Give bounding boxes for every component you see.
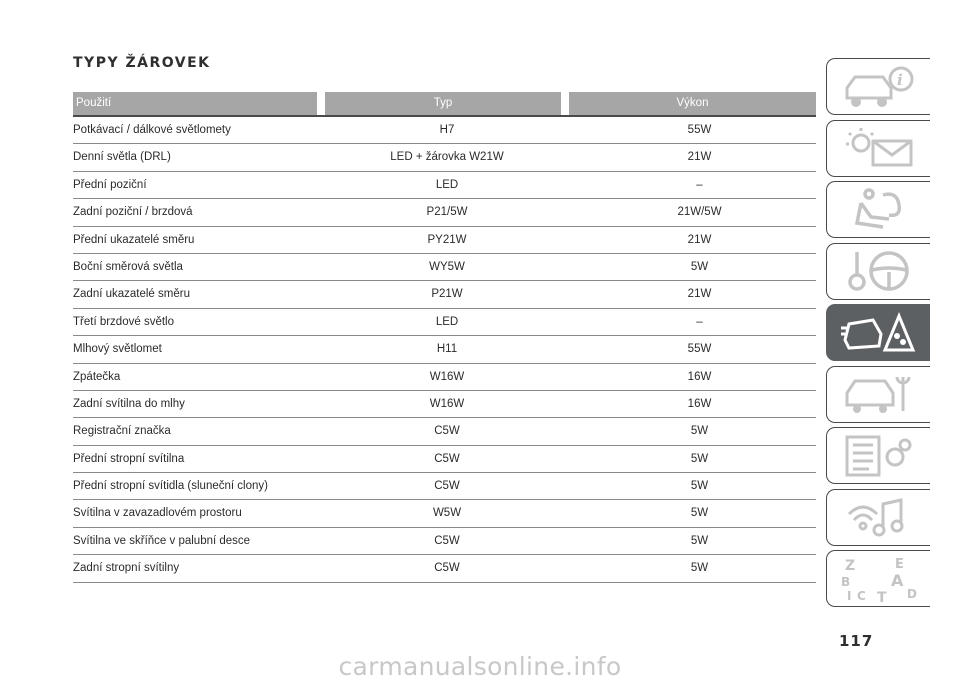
table-row: [73, 528, 816, 555]
specs-gear-icon: [839, 433, 919, 479]
index-letter-c: C: [856, 588, 866, 602]
tab-starting-driving[interactable]: [826, 243, 930, 300]
tab-maintenance[interactable]: [826, 366, 930, 423]
cell-type: LED + žárovka W21W: [390, 151, 504, 164]
cell-type: C5W: [434, 452, 460, 465]
cell-usage: Přední ukazatelé směru: [73, 233, 195, 246]
table-row: [73, 172, 816, 199]
index-letter-a: A: [890, 570, 903, 590]
car-wrench-icon: [839, 371, 919, 417]
car-warning-triangle-icon: [839, 310, 919, 356]
cell-power: 5W: [690, 452, 709, 465]
cell-power: 5W: [690, 480, 709, 493]
key-steering-wheel-icon: [839, 248, 919, 294]
cell-type: C5W: [434, 480, 460, 493]
cell-usage: Svítilna ve skříňce v palubní desce: [73, 534, 251, 547]
cell-usage: Registrační značka: [73, 425, 171, 438]
cell-usage: Zadní ukazatelé směru: [73, 288, 190, 301]
column-header-power: Výkon: [569, 92, 816, 115]
tab-car-info[interactable]: [826, 58, 930, 115]
table-row: [73, 117, 816, 144]
cell-usage: Přední stropní svítilna: [73, 452, 185, 465]
table-body: [73, 115, 816, 583]
table-row: [73, 391, 816, 418]
cell-type: WY5W: [429, 260, 465, 273]
cell-power: 21W/5W: [677, 206, 722, 219]
cell-type: H11: [436, 343, 458, 356]
cell-power: 16W: [687, 397, 712, 410]
index-letter-e: E: [894, 556, 904, 572]
cell-type: H7: [439, 124, 455, 136]
table-header-row: [73, 92, 816, 115]
cell-power: 21W: [687, 288, 712, 301]
cell-usage: Přední stropní svítidla (sluneční clony): [73, 480, 268, 493]
table-row: [73, 254, 816, 281]
page-title: TYPY ŽÁROVEK: [73, 55, 211, 71]
cell-power: 5W: [690, 425, 709, 438]
column-header-type: Typ: [325, 92, 561, 115]
cell-type: P21/5W: [426, 206, 468, 219]
watermark: carmanualsonline.info: [338, 652, 622, 681]
index-letter-t: T: [876, 589, 887, 602]
table-row: [73, 199, 816, 226]
cell-type: W16W: [429, 397, 465, 410]
cell-usage: Přední poziční: [73, 178, 147, 191]
chapter-tabs: [826, 58, 930, 612]
seat-airbag-icon: [839, 187, 919, 233]
cell-usage: Zadní svítilna do mlhy: [73, 397, 185, 410]
cell-usage: Denní světla (DRL): [73, 151, 171, 164]
car-info-icon: [839, 64, 919, 110]
table-row: [73, 364, 816, 391]
cell-type: PY21W: [427, 233, 467, 246]
index-letter-z: Z: [844, 557, 855, 574]
tab-safety[interactable]: [826, 181, 930, 238]
cell-type: W5W: [432, 507, 462, 520]
cell-power: 21W: [687, 151, 712, 164]
cell-usage: Zadní poziční / brzdová: [73, 206, 193, 219]
table-row: [73, 418, 816, 445]
page-number: 117: [839, 632, 874, 650]
cell-type: C5W: [434, 562, 460, 575]
cell-type: W16W: [429, 370, 465, 383]
index-letter-d: D: [906, 586, 917, 601]
table-row: [73, 555, 816, 582]
table-row: [73, 227, 816, 254]
cell-power: 16W: [687, 370, 712, 383]
cell-usage: Mlhový světlomet: [73, 343, 162, 356]
svg-text:i: i: [896, 70, 903, 89]
index-letter-b: B: [840, 574, 850, 589]
table-row: [73, 473, 816, 500]
index-letters-icon: [839, 556, 919, 602]
cell-type: C5W: [434, 425, 460, 438]
cell-type: P21W: [431, 288, 463, 301]
cell-usage: Boční směrová světla: [73, 260, 183, 273]
cell-usage: Potkávací / dálkové světlomety: [73, 124, 231, 136]
cell-power: –: [696, 315, 703, 328]
cell-usage: Třetí brzdové světlo: [73, 315, 174, 328]
cell-power: 5W: [690, 260, 709, 273]
tab-emergency[interactable]: [826, 304, 930, 361]
multimedia-icon: [839, 494, 919, 540]
cell-power: 5W: [690, 534, 709, 547]
bulb-types-table: [73, 92, 816, 583]
cell-type: LED: [435, 178, 459, 191]
table-row: [73, 281, 816, 308]
cell-power: 5W: [690, 507, 709, 520]
cell-power: 21W: [687, 233, 712, 246]
warning-light-message-icon: [839, 125, 919, 171]
column-header-usage: Použití: [73, 92, 317, 115]
cell-type: C5W: [434, 534, 460, 547]
table-row: [73, 144, 816, 171]
cell-power: 5W: [690, 562, 709, 575]
table-row: [73, 446, 816, 473]
cell-power: 55W: [687, 343, 712, 356]
tab-index[interactable]: [826, 550, 930, 607]
cell-power: 55W: [687, 124, 712, 136]
cell-power: –: [696, 178, 703, 191]
tab-warning-lights[interactable]: [826, 120, 930, 177]
table-row: [73, 336, 816, 363]
cell-usage: Zadní stropní svítilny: [73, 562, 180, 575]
table-row: [73, 309, 816, 336]
cell-usage: Svítilna v zavazadlovém prostoru: [73, 507, 242, 520]
tab-technical-data[interactable]: [826, 427, 930, 484]
cell-usage: Zpátečka: [73, 370, 121, 383]
tab-multimedia[interactable]: [826, 489, 930, 546]
index-letter-i: I: [846, 588, 851, 602]
cell-type: LED: [435, 315, 459, 328]
table-row: [73, 500, 816, 527]
